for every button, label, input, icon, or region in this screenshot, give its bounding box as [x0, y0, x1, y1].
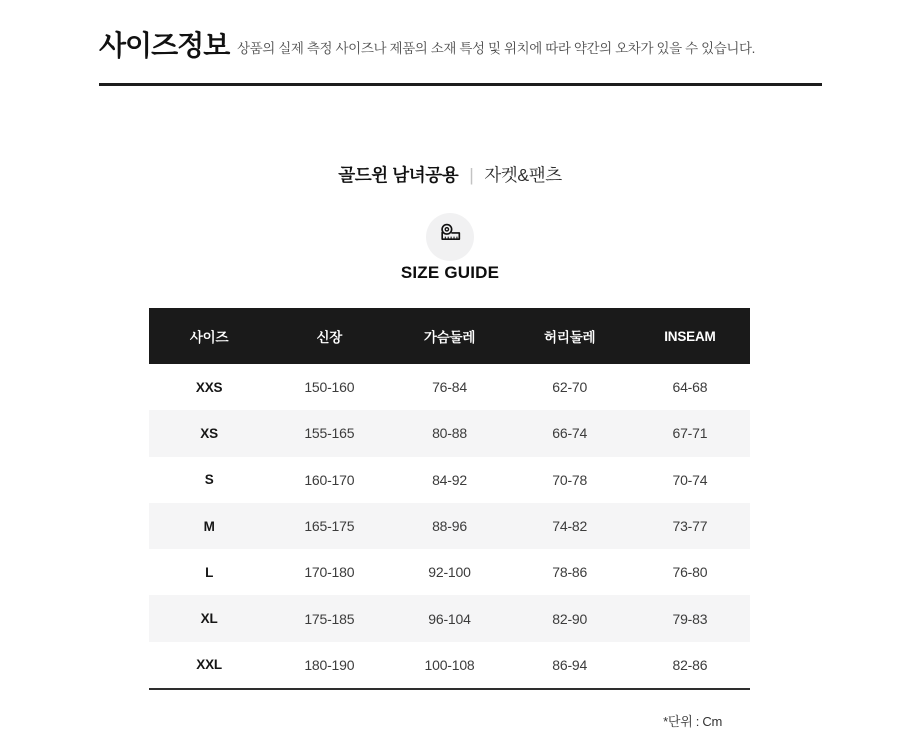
cell-chest: 96-104 [428, 610, 471, 627]
cell-inseam: 70-74 [672, 471, 708, 488]
table-row [149, 457, 750, 503]
table-row [149, 642, 750, 688]
cell-size: L [205, 564, 214, 580]
column-header-inseam: INSEAM [664, 328, 716, 344]
cell-chest: 100-108 [424, 656, 475, 673]
table-row [149, 595, 750, 641]
cell-size: XXS [195, 379, 223, 395]
cell-waist: 86-94 [552, 656, 588, 673]
cell-size: XS [200, 425, 218, 441]
cell-waist: 70-78 [552, 471, 588, 488]
size-table [149, 308, 750, 690]
cell-height: 155-165 [304, 425, 355, 442]
cell-inseam: 67-71 [672, 425, 708, 442]
cell-height: 180-190 [304, 656, 355, 673]
cell-waist: 82-90 [552, 610, 588, 627]
cell-size: XL [200, 611, 218, 627]
cell-inseam: 76-80 [672, 564, 708, 581]
cell-size: XXL [196, 657, 222, 673]
cell-height: 165-175 [304, 518, 355, 535]
title-separator: | [469, 165, 474, 185]
cell-inseam: 82-86 [672, 656, 708, 673]
cell-height: 150-160 [304, 379, 355, 396]
cell-size: M [203, 518, 215, 534]
product-title [0, 162, 900, 187]
page-title: 사이즈정보 [99, 30, 230, 61]
measuring-tape-icon [437, 221, 464, 253]
cell-waist: 78-86 [552, 564, 588, 581]
cell-chest: 76-84 [432, 379, 467, 396]
column-header-chest: 가슴둘레 [423, 330, 476, 345]
cell-inseam: 73-77 [672, 518, 708, 535]
cell-chest: 84-92 [432, 471, 467, 488]
cell-inseam: 79-83 [672, 610, 708, 627]
table-header-row [149, 308, 750, 364]
table-row [149, 410, 750, 456]
cell-height: 170-180 [304, 564, 355, 581]
cell-waist: 62-70 [552, 379, 588, 396]
header-divider [99, 83, 822, 86]
cell-chest: 80-88 [432, 425, 467, 442]
cell-waist: 66-74 [552, 425, 588, 442]
cell-inseam: 64-68 [672, 379, 708, 396]
product-category: 자켓&팬츠 [484, 165, 562, 185]
column-header-waist: 허리둘레 [544, 330, 596, 345]
unit-note: *단위 : Cm [663, 714, 722, 729]
table-row [149, 364, 750, 410]
cell-height: 160-170 [304, 471, 355, 488]
product-name: 골드윈 남녀공용 [338, 165, 459, 185]
column-header-size: 사이즈 [189, 330, 229, 345]
page-description: 상품의 실제 측정 사이즈나 제품의 소재 특성 및 위치에 따라 약간의 오차가 있을 수 있습니다. [237, 41, 755, 56]
size-guide-label: SIZE GUIDE [400, 263, 500, 282]
table-body [149, 364, 750, 688]
table-row [149, 503, 750, 549]
cell-height: 175-185 [304, 610, 355, 627]
size-guide-icon-circle [426, 213, 474, 261]
cell-chest: 88-96 [432, 518, 467, 535]
cell-size: S [204, 472, 214, 488]
table-row [149, 549, 750, 595]
column-header-height: 신장 [316, 330, 343, 345]
cell-chest: 92-100 [428, 564, 471, 581]
cell-waist: 74-82 [552, 518, 588, 535]
